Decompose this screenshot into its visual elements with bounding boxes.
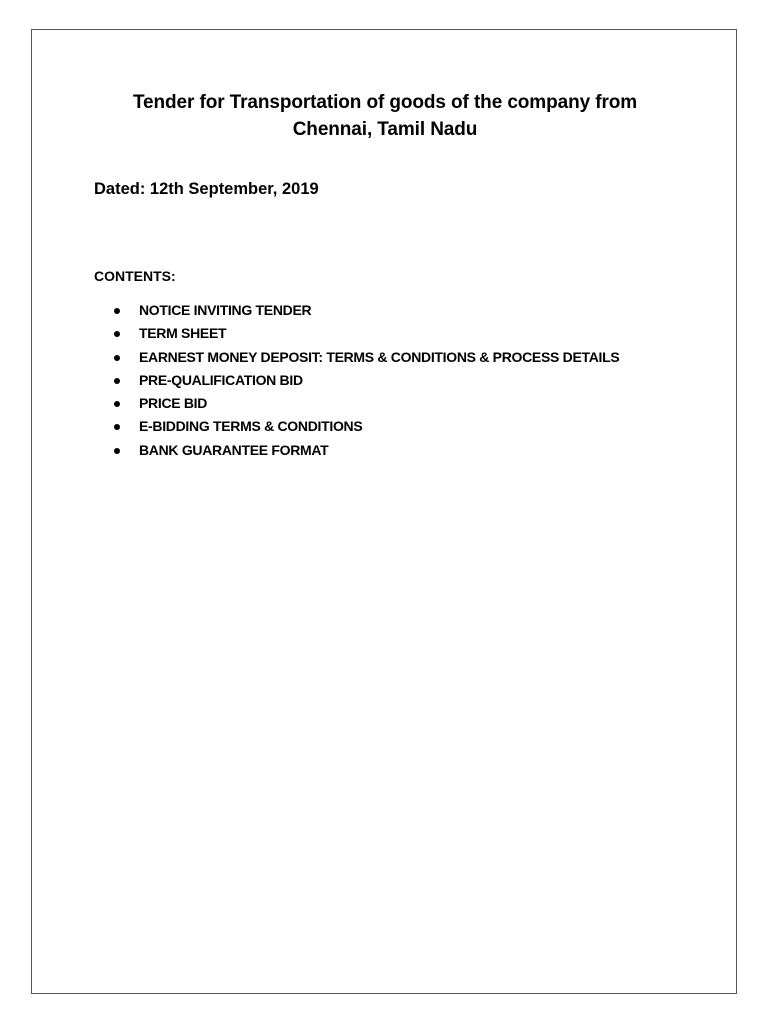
document-title [0,89,770,143]
document-date: Dated: 12th September, 2019 [94,180,319,198]
contents-item-label: NOTICE INVITING TENDER [139,302,312,318]
bullet-icon [114,378,120,384]
contents-item-label: EARNEST MONEY DEPOSIT: TERMS & CONDITIONS & PROCESS DETAILS [139,348,620,365]
contents-item-label: E-BIDDING TERMS & CONDITIONS [139,418,363,435]
bullet-icon [114,355,120,361]
title-line-2: Chennai, Tamil Nadu [292,119,478,140]
contents-item-label: PRICE BID [139,395,208,412]
title-line-1: Tender for Transportation of goods of the company from [132,92,638,113]
contents-item-label: TERM SHEET [139,325,227,342]
contents-heading: CONTENTS: [94,268,176,284]
bullet-icon [114,448,120,454]
bullet-icon [114,308,120,314]
contents-item-label: BANK GUARANTEE FORMAT [139,441,329,458]
contents-item-label: PRE-QUALIFICATION BID [139,371,303,388]
page-border [31,29,737,994]
